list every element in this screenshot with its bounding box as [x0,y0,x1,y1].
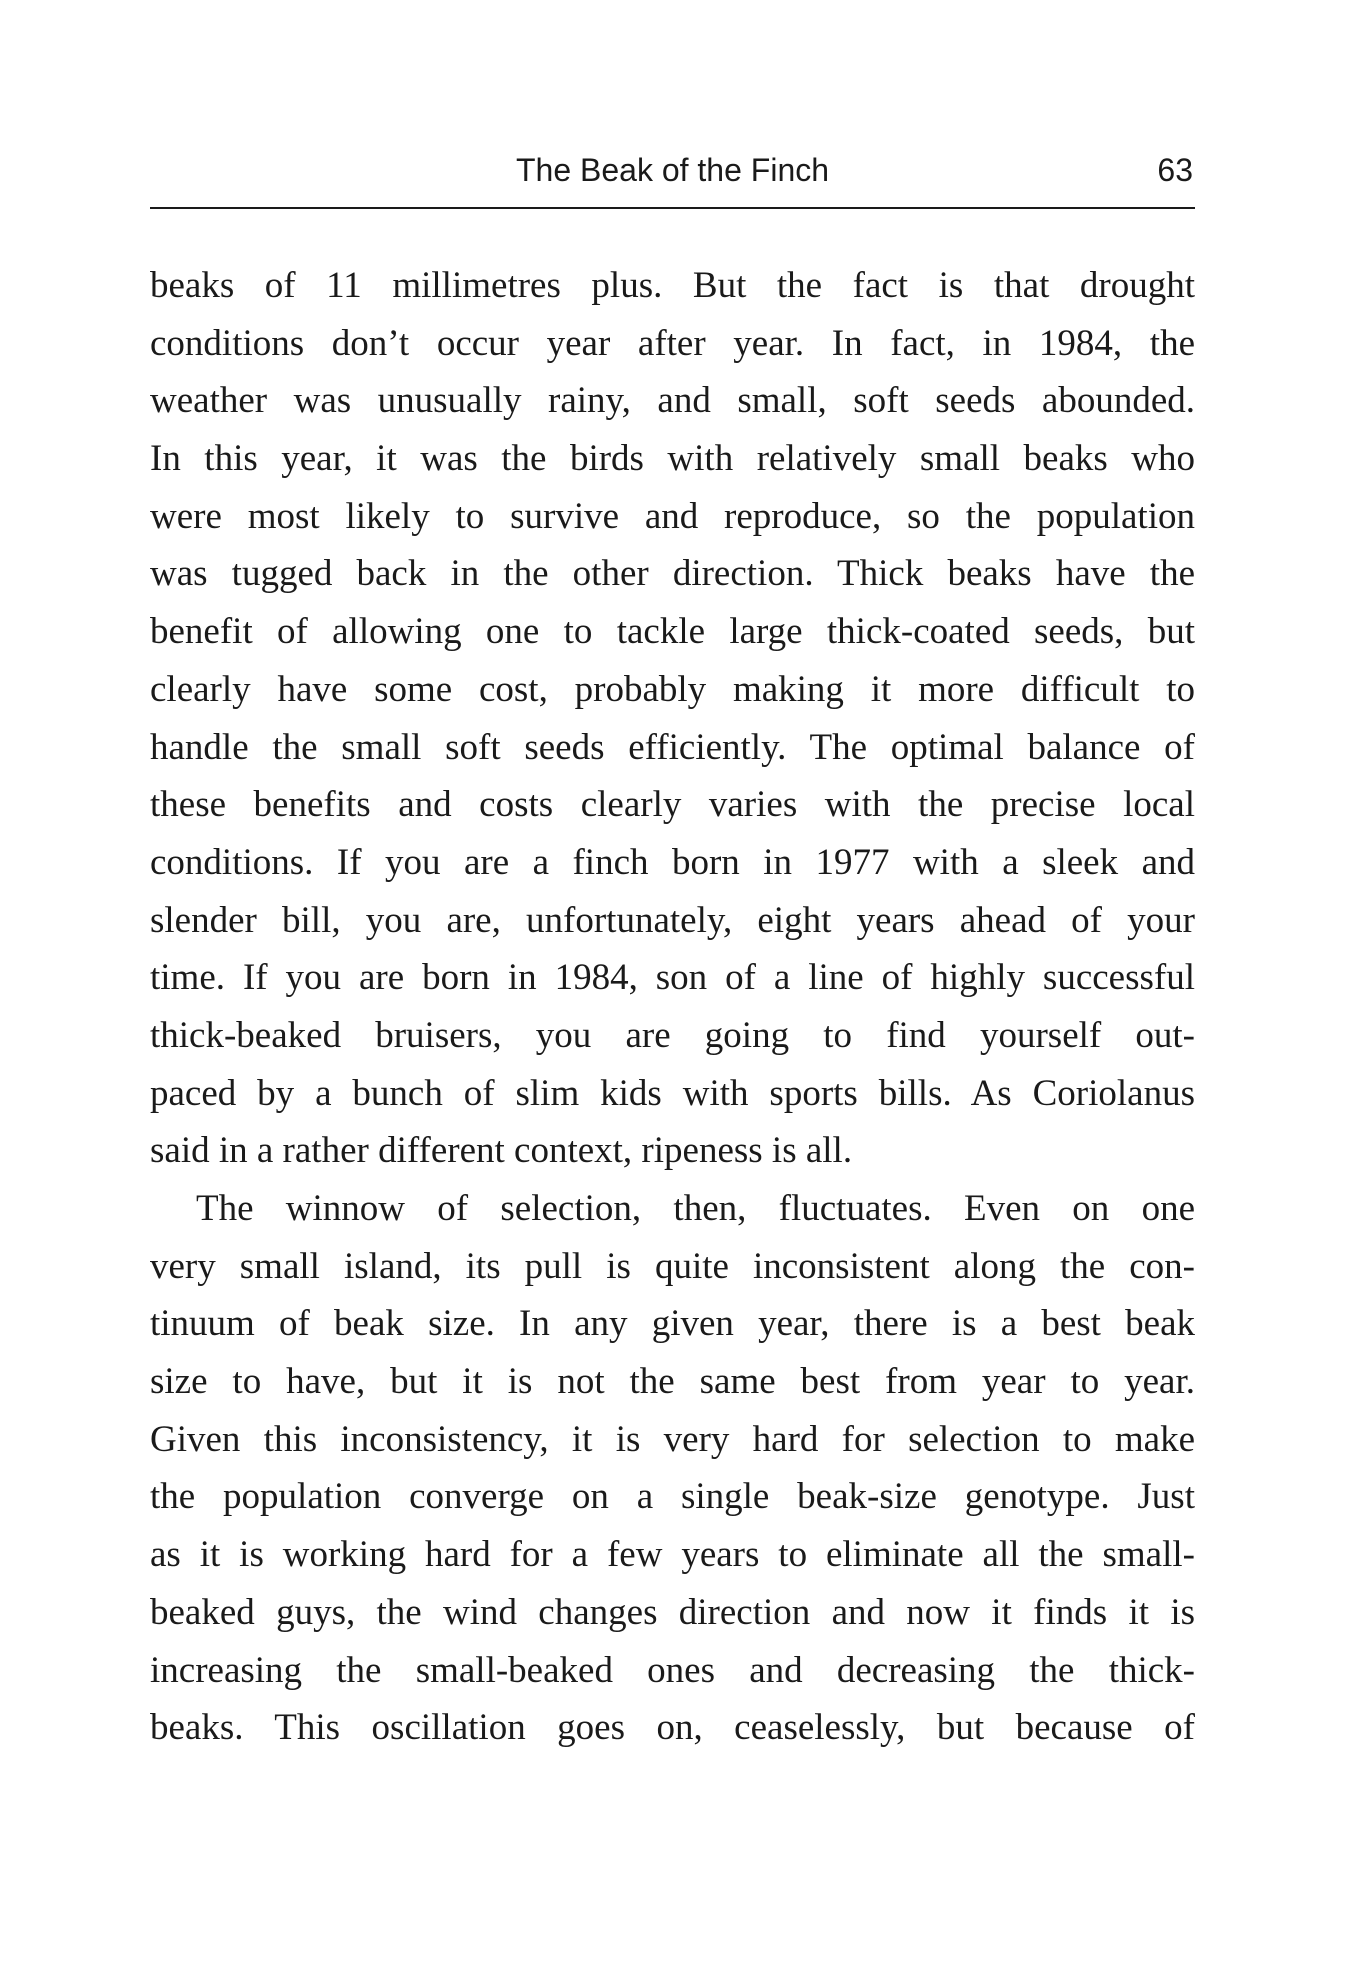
text-line: tinuum of beak size. In any given year, there is a best beak [150,1303,1195,1345]
text-line: In this year, it was the birds with relatively small beaks who [150,438,1195,480]
text-line: time. If you are born in 1984, son of a line of highly successful [150,957,1195,999]
page-header [150,145,1195,195]
text-line: beaks. This oscillation goes on, ceaselessly, but because of [150,1707,1195,1749]
text-line: benefit of allowing one to tackle large thick-coated seeds, but [150,611,1195,653]
text-line: conditions don’t occur year after year. In fact, in 1984, the [150,322,1195,364]
paragraph-end-line: said in a rather different context, ripeness is all. [150,1130,853,1172]
text-line: the population converge on a single beak-size genotype. Just [150,1476,1195,1518]
text-line: these benefits and costs clearly varies with the precise local [150,784,1195,826]
text-line: paced by a bunch of slim kids with sports bills. As Coriolanus [150,1072,1195,1114]
text-line: Given this inconsistency, it is very hard for selection to make [150,1418,1195,1460]
header-rule [150,207,1195,209]
text-line: beaked guys, the wind changes direction and now it finds it is [150,1591,1195,1633]
page-number: 63 [1157,152,1193,188]
text-line: handle the small soft seeds efficiently. The optimal balance of [150,726,1195,768]
paragraph-start-line: The winnow of selection, then, fluctuates. Even on one [196,1188,1195,1229]
text-line: size to have, but it is not the same best from year to year. [150,1361,1195,1403]
text-line: clearly have some cost, probably making it more difficult to [150,668,1195,710]
text-line: thick-beaked bruisers, you are going to find yourself out- [150,1014,1195,1056]
text-line: increasing the small-beaked ones and decreasing the thick- [150,1649,1195,1691]
body-text [150,257,1195,1757]
text-line: as it is working hard for a few years to eliminate all the small- [150,1534,1195,1576]
text-line: conditions. If you are a finch born in 1977 with a sleek and [150,841,1195,883]
text-line: very small island, its pull is quite inconsistent along the con- [150,1245,1195,1287]
text-line: was tugged back in the other direction. Thick beaks have the [150,553,1195,595]
text-line: slender bill, you are, unfortunately, eight years ahead of your [150,899,1195,941]
text-line: were most likely to survive and reproduce, so the population [150,495,1195,537]
text-line: weather was unusually rainy, and small, soft seeds abounded. [150,380,1195,422]
running-title: The Beak of the Finch [515,152,830,188]
text-line: beaks of 11 millimetres plus. But the fact is that drought [150,265,1195,306]
